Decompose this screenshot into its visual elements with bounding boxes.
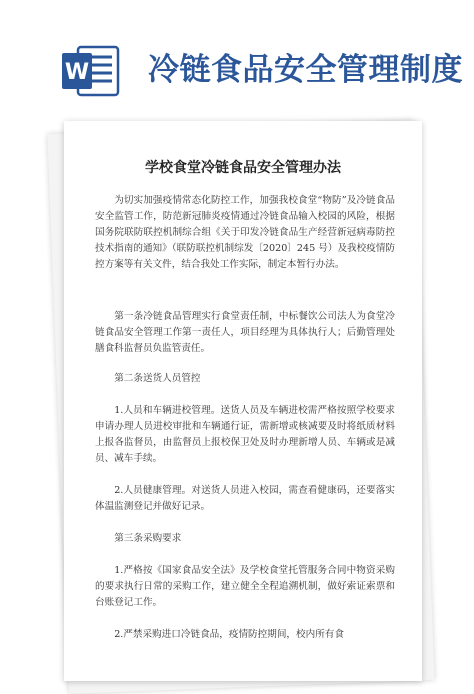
- banner-title: 冷链食品安全管理制度: [148, 52, 463, 88]
- paragraph-article-2-item-1: 1.人员和车辆进校管理。送货人员及车辆进校需严格按照学校要求申请办理人员进校审批和车辆通行证，需新增或核减要及时将纸质材料上报各监督员，由监督员上报校保卫处及时办理新增人员、车辆或是减员、减车手续。: [95, 405, 395, 464]
- word-doc-icon: [60, 41, 124, 101]
- paragraph-article-2-item-2: 2.人员健康管理。对送货人员进入校园，需查看健康码，还要落实体温监测登记并做好记录。: [95, 485, 395, 512]
- document-page: [64, 121, 422, 681]
- word-icon-letter: W: [64, 60, 90, 85]
- paragraph-article-3-item-2: 2.严禁采购进口冷链食品，疫情防控期间，校内所有食: [114, 629, 344, 640]
- heading-article-3: 第三条采购要求: [114, 533, 182, 544]
- paragraph-article-1: 第一条冷链食品管理实行食堂责任制，中标餐饮公司法人为食堂冷链食品安全管理工作第一责任人，项目经理为具体执行人；后勤管理处膳食科监督员负监管责任。: [95, 311, 395, 354]
- paragraph-article-3-item-1: 1.严格按《国家食品安全法》及学校食堂托管服务合同中物资采购的要求执行日常的采购工作，建立健全全程追溯机制，做好索证索票和台账登记工作。: [95, 565, 395, 608]
- paragraph-intro: 为切实加强疫情常态化防控工作，加强我校食堂“物防”及冷链食品安全监管工作，防范新冠肺炎疫情通过冷链食品输入校园的风险，根据国务院联防联控机制综合组《关于印发冷链食品生产经营新冠病毒防控技术指南的通知》（联防联控机制综发〔2020〕245 号）及我校疫情防控方案等有关文件，结合我处工作实际，制定本暂行办法。: [95, 195, 396, 270]
- heading-article-2: 第二条送货人员管控: [114, 373, 201, 384]
- banner: [0, 0, 474, 124]
- document-title: 学校食堂冷链食品安全管理办法: [145, 160, 341, 176]
